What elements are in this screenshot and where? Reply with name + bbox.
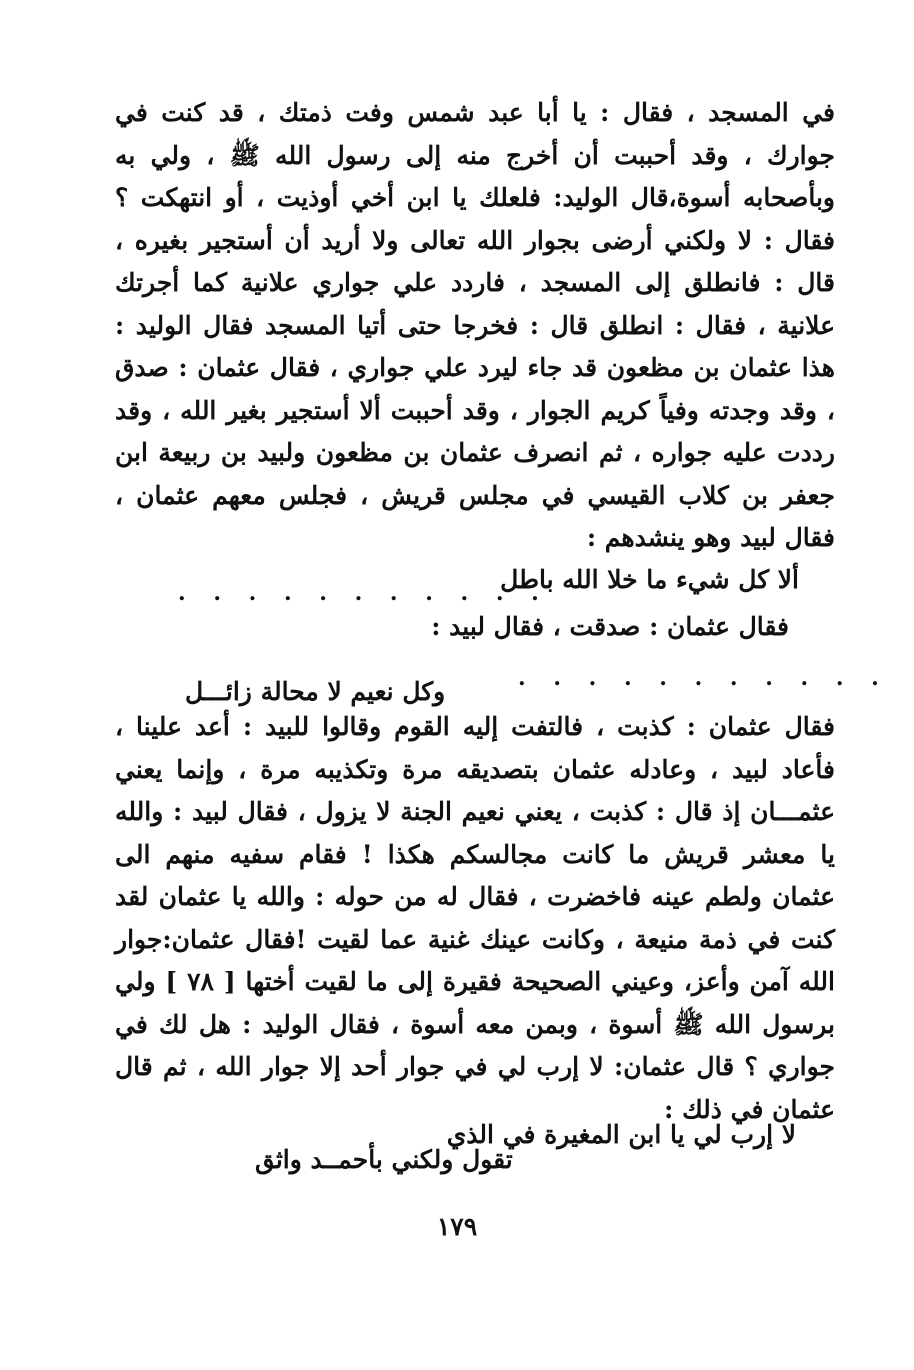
verse-3-first-hemistich: لا إرب لي يا ابن المغيرة في الذي bbox=[446, 1120, 796, 1149]
verse-3-second-hemistich: تقول ولكني بأحمــد واثق bbox=[255, 1145, 513, 1174]
paragraph-2: فقال عثمان : كذبت ، فالتفت إليه القوم وقالوا للبيد : أعد علينا ، فأعاد لبيد ، وعادله عثمان بتصديقه مرة وتكذيبه مرة ، وإنما يعني عثمـــان إذ قال : كذبت ، يعني نعيم الجنة لا يزول ، فقال لبيد : والله يا معشر قريش ما كانت مجالسكم هكذا ! فقام سفيه منهم الى عثمان ولطم عينه فاخضرت ، فقال له من حوله : والله يا عثمان لقد كنت في ذمة منيعة ، وكانت عينك غنية عما لقيت !فقال عثمان:جوار الله آمن وأعز، وعيني الصحيحة فقيرة إلى ما لقيت أختها [ ٧٨ ] ولي برسول الله ﷺ أسوة ، وبمن معه أسوة ، فقال الوليد : هل لك في جواري ؟ قال عثمان: لا إرب لي في جوار أحد إلا جوار الله ، ثم قال عثمان في ذلك : bbox=[115, 712, 835, 1124]
page-number: ١٧٩ bbox=[436, 1212, 478, 1241]
verse-2-second-hemistich: وكل نعيم لا محالة زائـــل bbox=[185, 677, 446, 706]
verse-2-omitted-dots: . . . . . . . . . . . bbox=[518, 665, 889, 691]
verse-1-first-hemistich: ألا كل شيء ما خلا الله باطل bbox=[500, 565, 799, 594]
paragraph-1: في المسجد ، فقال : يا أبا عبد شمس وفت ذمتك ، قد كنت في جوارك ، وقد أحببت أن أخرج منه إلى رسول الله ﷺ ، ولي به وبأصحابه أسوة،قال الوليد: فلعلك يا ابن أخي أوذيت ، أو انتهكت ؟ فقال : لا ولكني أرضى بجوار الله تعالى ولا أريد أن أستجير بغيره ، قال : فانطلق إلى المسجد ، فاردد علي جواري علانية كما أجرتك علانية ، فقال : انطلق قال : فخرجا حتى أتيا المسجد فقال الوليد : هذا عثمان بن مظعون قد جاء ليرد علي جواري ، فقال عثمان : صدق ، وقد وجدته وفياً كريم الجوار ، وقد أحببت ألا أستجير بغير الله ، وقد رددت عليه جواره ، ثم انصرف عثمان بن مظعون ولبيد بن ربيعة ابن جعفر بن كلاب القيسي في مجلس قريش ، فجلس معهم عثمان ، فقال لبيد وهو ينشدهم : bbox=[115, 98, 835, 552]
verse-1-omitted-dots: . . . . . . . . . . . bbox=[178, 580, 549, 606]
uthman-reply-line: فقال عثمان : صدقت ، فقال لبيد : bbox=[431, 612, 789, 641]
